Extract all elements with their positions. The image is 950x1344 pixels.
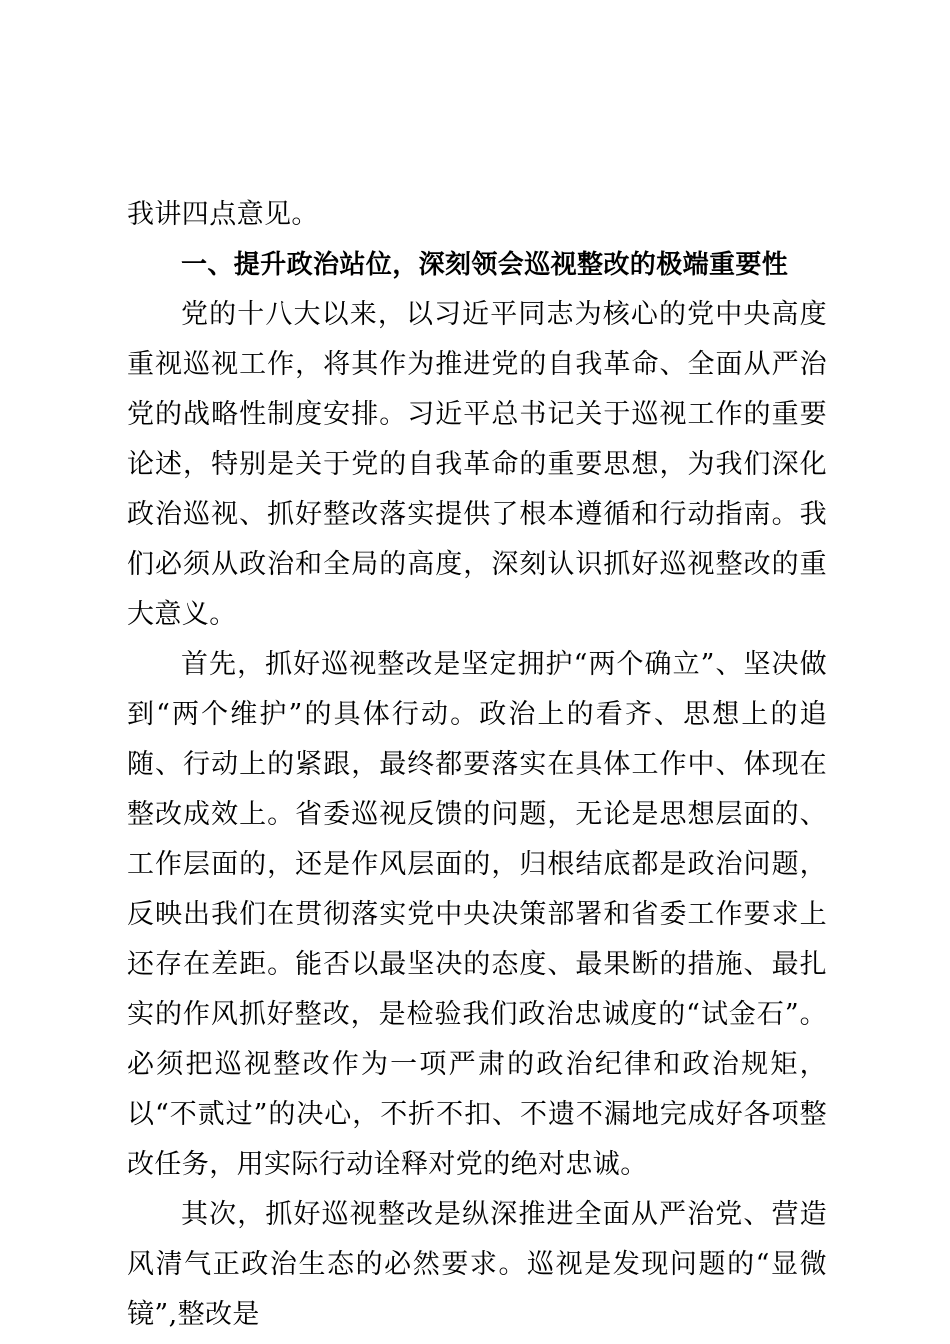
intro-paragraph: 我讲四点意见。 bbox=[127, 199, 319, 230]
body-paragraph-2: 首先，抓好巡视整改是坚定拥护“两个确立”、坚决做到“两个维护”的具体行动。政治上的看齐、思想上的追随、行动上的紧跟，最终都要落实在具体工作中、体现在整改成效上。省委巡视反馈的问题，无论是思想层面的、工作层面的，还是作风层面的，归根结底都是政治问题，反映出我们在贯彻落实党中央决策部署和省委工作要求上还存在差距。能否以最坚决的态度、最果断的措施、最扎实的作风抓好整改，是检验我们政治忠诚度的“试金石”。必须把巡视整改作为一项严肃的政治纪律和政治规矩，以“不贰过”的决心，不折不扣、不遗不漏地完成好各项整改任务，用实际行动诠释对党的绝对忠诚。 bbox=[127, 649, 827, 1180]
section-heading: 一、提升政治站位，深刻领会巡视整改的极端重要性 bbox=[181, 250, 789, 280]
body-paragraph-3: 其次，抓好巡视整改是纵深推进全面从严治党、营造风清气正政治生态的必然要求。巡视是发现问题的“显微镜”,整改是 bbox=[127, 1199, 827, 1330]
document-body bbox=[127, 190, 827, 1340]
body-paragraph-1: 党的十八大以来，以习近平同志为核心的党中央高度重视巡视工作，将其作为推进党的自我革命、全面从严治党的战略性制度安排。习近平总书记关于巡视工作的重要论述，特别是关于党的自我革命的重要思想，为我们深化政治巡视、抓好整改落实提供了根本遵循和行动指南。我们必须从政治和全局的高度，深刻认识抓好巡视整改的重大意义。 bbox=[127, 299, 827, 630]
